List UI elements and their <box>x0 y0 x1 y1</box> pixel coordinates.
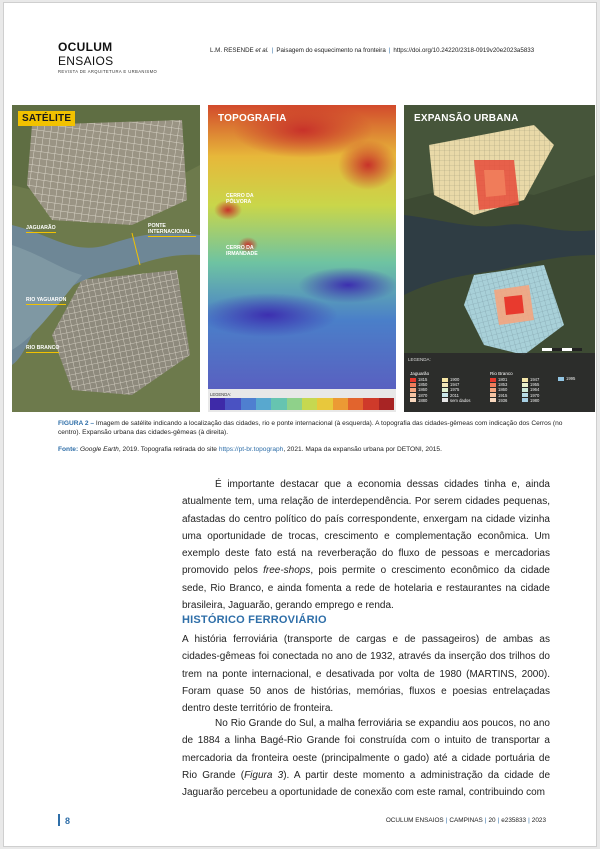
legend-swatch <box>410 383 416 387</box>
legend-swatch <box>410 388 416 392</box>
legend-year: 1975 <box>450 387 460 393</box>
paragraph-rail-network: No Rio Grande do Sul, a malha ferroviária se expandiu aos poucos, no ano de 1884 a linha Bagé-Rio Grande foi construída com o intuito de transportar a mercadoria da fronteira oeste (principalmente o gado) até a cidade portuária de Rio Grande (Figura 3). A partir deste momento a administração da cidade de Jaguarão percebeu a oportunidade de conexão com este ramal, contribuindo com <box>182 718 551 799</box>
paragraph-economy: É importante destacar que a economia dessas cidades tinha e, ainda atualmente tem, uma relação de interdependência. Por serem cidades pequenas, afastadas do centro político do país correspondente, enxergam na cidade vizinha uma oportunidade de trocas, crescimento e complementação econômica. Um exemplo deste fato está na reverberação do fluxo de pessoas e mercadorias promovido pelos free-shops, pois permite o crescimento econômico da cidade sede, Rio Branco, e ainda fomenta a rede de hotelaria e restaurantes na cidade brasileira, Jaguarão, gerando emprego e renda. <box>182 479 550 612</box>
topography-image <box>208 105 396 412</box>
legend-year: 1850 <box>418 382 428 388</box>
legend-swatch <box>490 393 496 397</box>
legend-swatch <box>442 393 448 397</box>
legend-swatch <box>410 398 416 402</box>
figure-3-reference[interactable]: Figura 3 <box>244 769 284 781</box>
legend-year: 1900 <box>450 377 460 383</box>
panel-title-satellite: SATÉLITE <box>18 111 75 126</box>
legend-swatch <box>490 398 496 402</box>
urban-expansion-panel <box>404 105 595 412</box>
label-rio-branco: RIO BRANCO <box>26 345 60 351</box>
label-ponte: PONTE INTERNACIONAL <box>148 223 196 237</box>
legend-swatch <box>410 378 416 382</box>
legend-year: sem dados <box>450 397 471 403</box>
page-number: 8 <box>58 814 70 826</box>
running-footer: OCULUM ENSAIOS | CAMPINAS | 20 | e235833 | 2023 <box>385 817 546 824</box>
legend-swatch <box>442 388 448 392</box>
legend-swatch <box>522 383 528 387</box>
source-link[interactable]: https://pt-br.topograph <box>218 446 284 453</box>
legend-year: 1870 <box>418 392 428 398</box>
legend-year: 1955 <box>530 382 540 388</box>
source-label: Fonte: <box>58 446 79 453</box>
legend-swatch <box>522 378 528 382</box>
legend-year: 1947 <box>450 382 460 388</box>
legend-year: 1915 <box>498 392 508 398</box>
expansion-legend <box>408 357 592 409</box>
scale-bar <box>542 348 582 351</box>
legend-year: 1815 <box>418 377 428 383</box>
legend-swatch <box>522 398 528 402</box>
legend-row <box>558 376 586 381</box>
free-shops-term: free-shops <box>263 565 311 577</box>
legend-row <box>410 398 470 403</box>
legend-year: 1970 <box>530 392 540 398</box>
legend-year: 1860 <box>418 387 428 393</box>
header-doi-link[interactable]: https://doi.org/10.24220/2318-0919v20e2023a5833 <box>393 47 535 54</box>
legend-year: 1880 <box>418 397 428 403</box>
header-etal: et al. <box>255 47 269 54</box>
legend-swatch <box>442 378 448 382</box>
panel-title-topography: TOPOGRAFIA <box>218 113 287 124</box>
legend-rio-branco: Rio Branco 1801 1947 1853 1955 1860 1964 1915 1970 1936 1980 <box>490 371 540 403</box>
legend-year: 1801 <box>498 377 508 383</box>
legend-jaguarao: Jaguarão 1815 1900 1850 1947 1860 1975 1870 2011 1880 sem dados <box>410 371 471 403</box>
satellite-image <box>12 105 200 412</box>
legend-year: 1853 <box>498 382 508 388</box>
figure-caption <box>58 420 578 437</box>
topography-panel <box>208 105 396 412</box>
legend-rio-branco-extra <box>558 376 586 381</box>
topo-color-scale <box>210 398 394 410</box>
legend-swatch <box>522 388 528 392</box>
expansion-legend-title: LEGENDA: <box>408 357 431 362</box>
legend-year: 1995 <box>566 376 576 382</box>
legend-swatch <box>490 388 496 392</box>
section-title-historico: HISTÓRICO FERROVIÁRIO <box>182 614 327 626</box>
legend-swatch <box>522 393 528 397</box>
panel-title-expansion: EXPANSÃO URBANA <box>414 113 519 124</box>
legend-year: 2011 <box>450 392 460 398</box>
legend-year: 1980 <box>530 397 540 403</box>
legend-swatch <box>442 398 448 402</box>
source-google-earth: Google Earth <box>80 446 119 453</box>
label-cerro-irmandade: CERRO DA IRMANDADE <box>226 245 258 257</box>
legend-swatch <box>558 377 564 381</box>
logo-subtitle: REVISTA DE ARQUITETURA E URBANISMO <box>58 69 158 74</box>
caption-label: FIGURA 2 – <box>58 420 95 427</box>
legend-swatch <box>442 383 448 387</box>
label-cerro-polvora: CERRO DA PÓLVORA <box>226 193 254 205</box>
legend-row <box>490 398 539 403</box>
caption-text: Imagem de satélite indicando a localização das cidades, rio e ponte internacional (à esquerda). A topografia das cidades-gêmeas com indicação dos Cerros (no centro). Expansão urbana das cidades-gêmeas (à direita). <box>58 420 563 436</box>
page <box>3 2 597 847</box>
journal-logo <box>58 40 168 74</box>
running-header: L.M. RESENDE et al. | Paisagem do esquecimento na fronteira | https://doi.org/10.24220/2318-0919v20e2023a5833 <box>210 47 535 54</box>
label-jaguarao: JAGUARÃO <box>26 225 56 231</box>
legend-year: 1964 <box>530 387 540 393</box>
satellite-panel <box>12 105 200 412</box>
legend-year: 1947 <box>530 377 540 383</box>
figure-source: Fonte: Google Earth, 2019. Topografia retirada do site https://pt-br.topograph, 2021. Mapa da expansão urbana por DETONI, 2015. <box>58 446 442 453</box>
legend-year: 1860 <box>498 387 508 393</box>
header-article-title: Paisagem do esquecimento na fronteira <box>276 47 386 54</box>
topo-legend-title: LEGENDA: <box>210 392 232 397</box>
label-rio-yaguaron: RIO YAGUARON <box>26 297 67 303</box>
legend-swatch <box>490 378 496 382</box>
paragraph-rail-history: A história ferroviária (transporte de cargas e de passageiros) de ambas as cidades-gêmeas foi conectada no ano de 1932, através da inserção dos trilhos do trem na ponte internacional, e desativada por volta de 1980 (MARTINS, 2000). Foram quase 50 anos de histórias, memórias, fluxos e poesias entrelaçadas dentro deste território de fronteira. <box>182 634 550 715</box>
logo-text: OCULUM ENSAIOS <box>58 40 114 68</box>
header-author: L.M. RESENDE <box>210 47 256 54</box>
legend-year: 1936 <box>498 397 508 403</box>
legend-swatch <box>410 393 416 397</box>
legend-swatch <box>490 383 496 387</box>
